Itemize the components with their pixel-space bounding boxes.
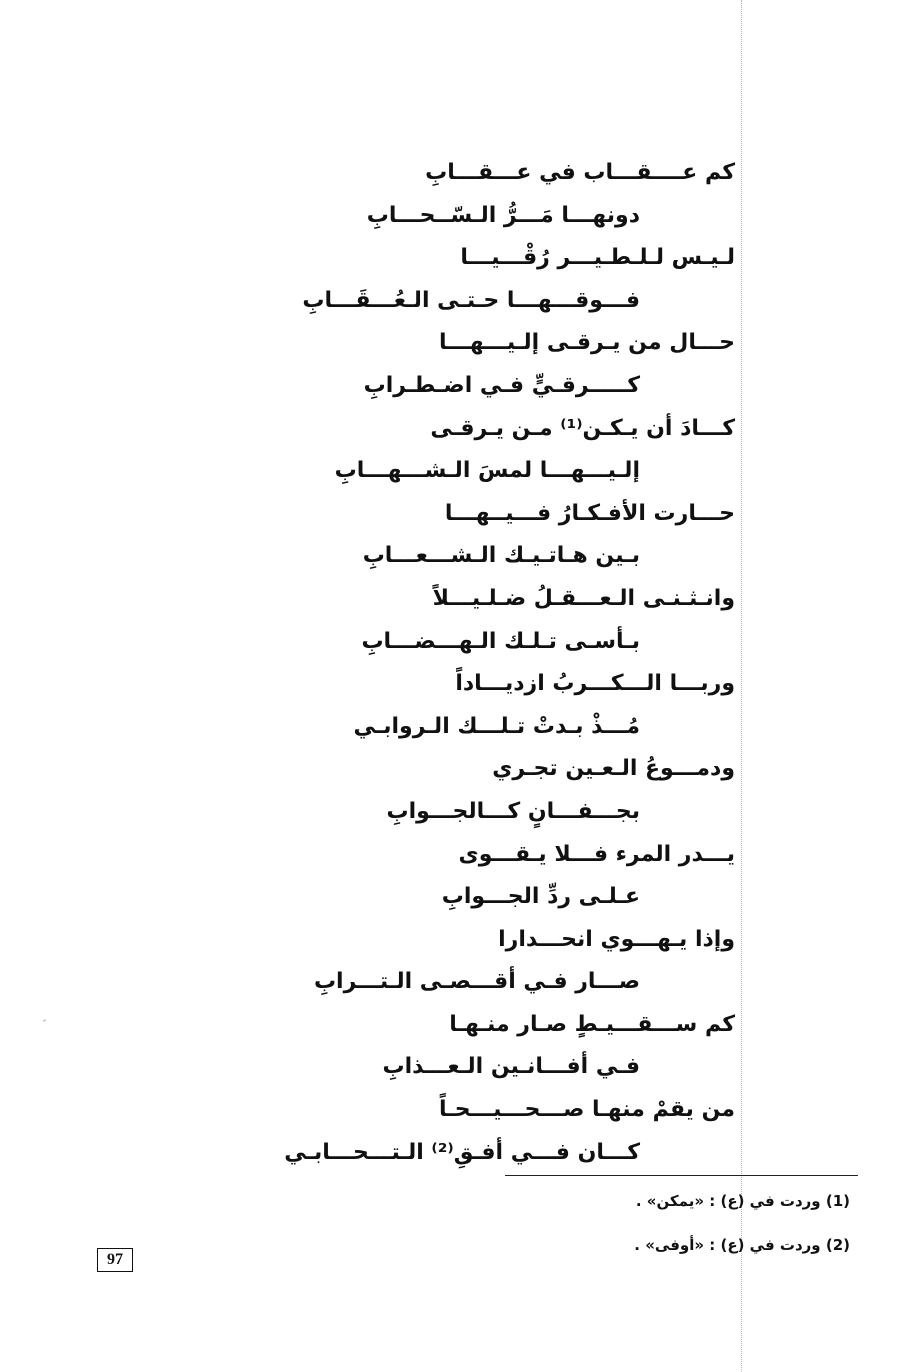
- verse-second-hemistich: إلـيـــهـــا لمسَ الـشـــهـــابِ: [334, 458, 640, 484]
- poem: [255, 152, 735, 1174]
- verse-first-hemistich: ودمـــوعُ الـعـين تجـري: [492, 756, 735, 782]
- footnotes: [490, 1187, 850, 1275]
- verse-second-hemistich: بـأسـى تـلـك الـهـــضـــابِ: [361, 628, 640, 654]
- page-number: 97: [97, 1248, 133, 1272]
- verse-first-hemistich: يـــدر المرء فـــلا يـقـــوى: [458, 841, 735, 867]
- verse-second-hemistich: كـــــرقـيٍّ فـي اضـطـرابِ: [363, 372, 640, 398]
- page-edge-dotted-line: [741, 0, 742, 1372]
- verse-second-hemistich: مُـــذْ بـدتْ تـلـــك الـروابـي: [353, 713, 640, 739]
- verse-first-hemistich: لـيـس لـلـطـيـــر رُقْـــيـــا: [460, 245, 735, 271]
- verse-second-hemistich: فـــوقـــهـــا حـتـى الـعُـــقَـــابِ: [302, 287, 640, 313]
- verse-second-hemistich: كـــان فـــي أفـقِ⁽²⁾ الـتـــحـــابـي: [284, 1139, 640, 1165]
- verse-first-hemistich: حـــارت الأفـكـارُ فـــيــهـــا: [444, 500, 735, 526]
- footnote-1: (1) وردت في (ع) : «يمكن» .: [635, 1192, 850, 1210]
- verse-second-hemistich: بجـــفـــانٍ كـــالجـــوابِ: [386, 798, 640, 824]
- verse-first-hemistich: كـــادَ أن يـكـن⁽¹⁾ مـن يـرقـى: [430, 415, 735, 441]
- verse-second-hemistich: عـلـى ردِّ الجـــوابِ: [441, 884, 640, 910]
- scan-speck: [43, 1019, 46, 1021]
- verse-first-hemistich: وإذا يـهـــوي انحـــدارا: [498, 926, 735, 952]
- verse-second-hemistich: دونهـــا مَـــرُّ الـسّــحـــابِ: [366, 202, 640, 228]
- verse-second-hemistich: فـي أفـــانـين الـعـــذابِ: [382, 1054, 640, 1080]
- footnote-2: (2) وردت في (ع) : «أوفى» .: [634, 1236, 850, 1254]
- verse-first-hemistich: وربـــا الـــكـــربُ ازديـــاداً: [455, 671, 735, 697]
- verse-first-hemistich: من يقمْ منهـا صـــحـــيـــحـاً: [438, 1097, 735, 1123]
- verse-first-hemistich: وانـثـنـى الـعـــقـلُ ضـلـيـــلاً: [432, 585, 735, 611]
- footnote-separator: [505, 1175, 858, 1176]
- verse-second-hemistich: صـــار فـي أقـــصـى الـتـــرابِ: [313, 969, 640, 995]
- verse-first-hemistich: حـــال من يـرقـى إلـيـــهـــا: [438, 330, 735, 356]
- verse-first-hemistich: كم عــــقـــاب في عـــقـــابِ: [425, 160, 735, 185]
- verse-first-hemistich: كم ســـقـــيـطٍ صـار منـهـا: [449, 1011, 735, 1037]
- verse-second-hemistich: بـين هـاتـيـك الـشـــعـــابِ: [362, 543, 640, 569]
